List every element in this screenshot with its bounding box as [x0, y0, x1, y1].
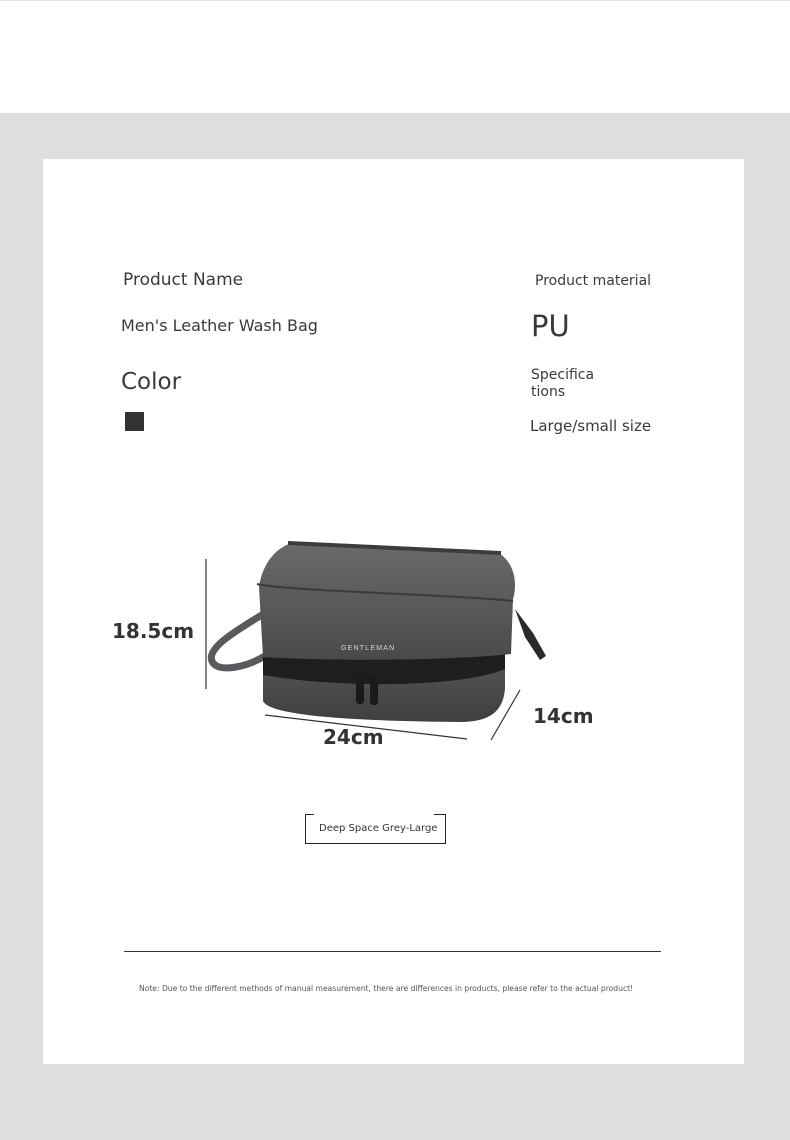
product-name-value: Men's Leather Wash Bag: [121, 316, 318, 335]
variant-label[interactable]: Deep Space Grey-Large: [305, 814, 446, 844]
spec-label-line2: tions: [531, 384, 566, 400]
strap: [211, 613, 265, 668]
product-info-card: [43, 159, 744, 1064]
width-dimension: 24cm: [323, 725, 384, 749]
specifications-label: [531, 367, 611, 401]
spec-label-line1: Specifica: [531, 367, 595, 383]
depth-dimension: 14cm: [533, 704, 594, 728]
material-label: Product material: [535, 273, 652, 289]
product-name-label: Product Name: [123, 270, 244, 290]
height-dimension: 18.5cm: [112, 619, 195, 643]
measurement-note: Note: Due to the different methods of manual measurement, there are differences in products, please refer to the actual product!: [139, 984, 634, 993]
specifications-value: Large/small size: [530, 417, 652, 435]
wash-bag-illustration: [43, 529, 744, 769]
color-swatch[interactable]: [125, 412, 144, 431]
product-dimension-figure: [43, 529, 744, 769]
bag-brand-text: GENTLEMAN: [341, 645, 396, 652]
zip-pull: [515, 609, 546, 660]
bag-upper: [259, 543, 515, 660]
material-value: PU: [531, 309, 570, 343]
color-label: Color: [121, 369, 182, 395]
divider: [124, 951, 661, 952]
top-banner: [0, 0, 790, 113]
